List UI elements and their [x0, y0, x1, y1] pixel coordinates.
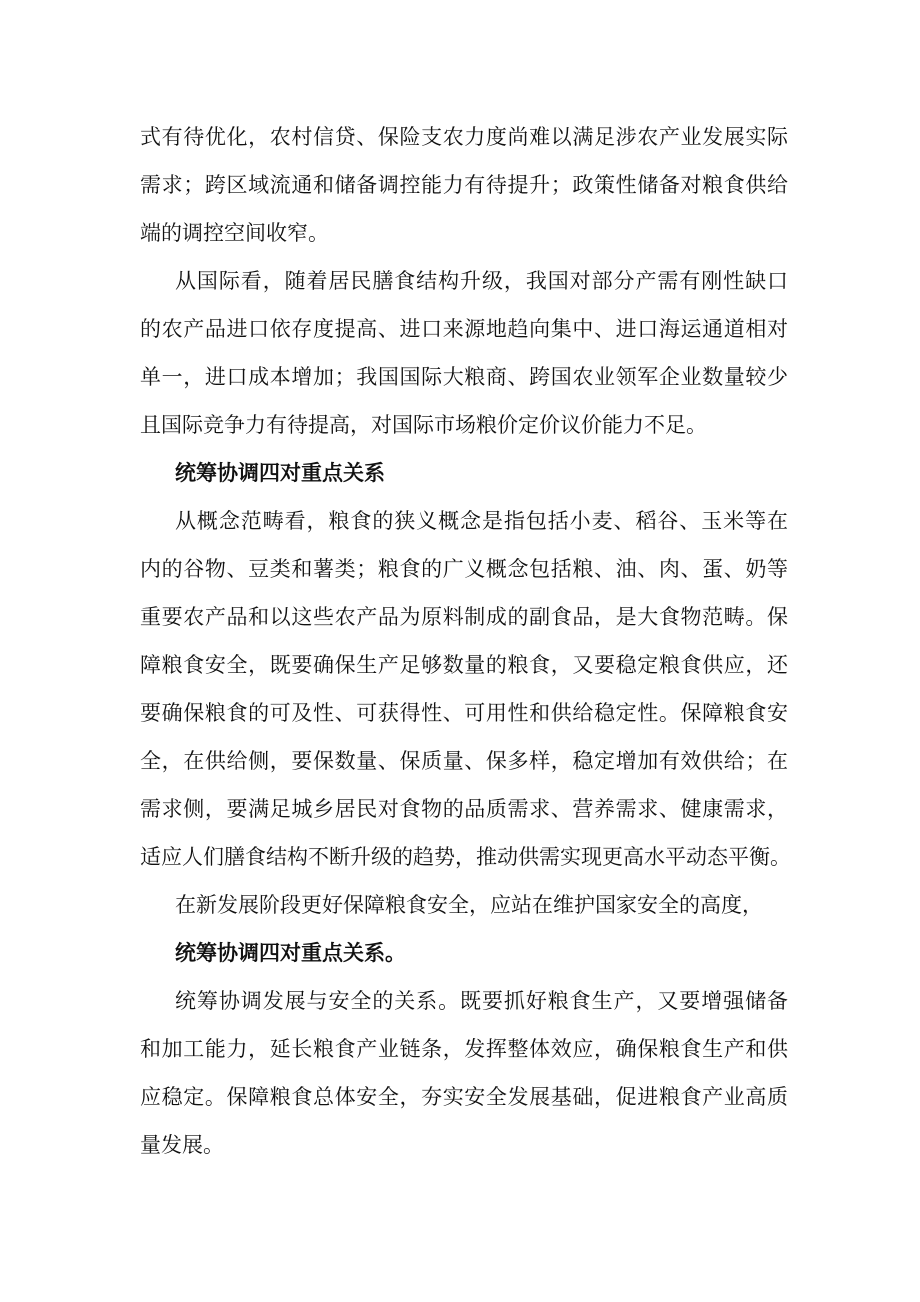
paragraph-line: 障粮食安全，既要确保生产足够数量的粮食，又要稳定粮食供应，还 — [140, 653, 788, 677]
paragraph-line: 统筹协调发展与安全的关系。既要抓好粮食生产，又要增强储备 — [175, 989, 788, 1013]
paragraph-line: 从国际看，随着居民膳食结构升级，我国对部分产需有刚性缺口 — [175, 269, 788, 293]
paragraph-line: 需求侧，要满足城乡居民对食物的品质需求、营养需求、健康需求， — [140, 797, 788, 821]
paragraph-line: 在新发展阶段更好保障粮食安全，应站在维护国家安全的高度， — [175, 893, 763, 917]
paragraph-line: 重要农产品和以这些农产品为原料制成的副食品，是大食物范畴。保 — [140, 605, 788, 629]
paragraph-line: 单一，进口成本增加；我国国际大粮商、跨国农业领军企业数量较少 — [140, 365, 788, 389]
paragraph-line: 且国际竞争力有待提高，对国际市场粮价定价议价能力不足。 — [140, 413, 707, 437]
paragraph-line: 的农产品进口依存度提高、进口来源地趋向集中、进口海运通道相对 — [140, 317, 788, 341]
document-body — [140, 113, 791, 1169]
paragraph-line: 全，在供给侧，要保数量、保质量、保多样，稳定增加有效供给；在 — [140, 749, 788, 773]
section-heading: 统筹协调四对重点关系。 — [175, 940, 406, 965]
paragraph-line: 和加工能力，延长粮食产业链条，发挥整体效应，确保粮食生产和供 — [140, 1037, 788, 1061]
paragraph-line: 需求；跨区域流通和储备调控能力有待提升；政策性储备对粮食供给 — [140, 173, 788, 197]
paragraph-line: 要确保粮食的可及性、可获得性、可用性和供给稳定性。保障粮食安 — [140, 701, 788, 725]
paragraph-line: 量发展。 — [140, 1133, 224, 1157]
paragraph-line: 适应人们膳食结构不断升级的趋势，推动供需实现更高水平动态平衡。 — [140, 845, 791, 869]
section-heading: 统筹协调四对重点关系 — [175, 460, 385, 485]
paragraph-line: 式有待优化，农村信贷、保险支农力度尚难以满足涉农产业发展实际 — [140, 125, 788, 149]
paragraph-line: 从概念范畴看，粮食的狭义概念是指包括小麦、稻谷、玉米等在 — [175, 509, 788, 533]
paragraph-line: 应稳定。保障粮食总体安全，夯实安全发展基础，促进粮食产业高质 — [140, 1085, 788, 1109]
paragraph-line: 内的谷物、豆类和薯类；粮食的广义概念包括粮、油、肉、蛋、奶等 — [140, 557, 788, 581]
paragraph-line: 端的调控空间收窄。 — [140, 221, 329, 245]
